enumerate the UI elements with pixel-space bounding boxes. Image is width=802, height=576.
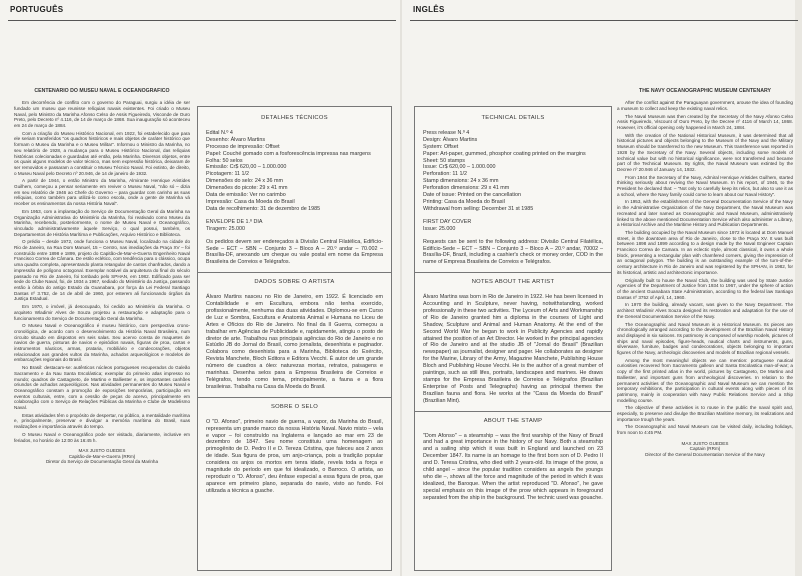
pt-fdc-run: Tiragem: 25.000 [206,225,246,232]
pt-tech-line: Processo de impressão: Offset [206,143,280,150]
pt-fdc-title: ENVELOPE DE 1.º DIA [206,218,263,225]
pt-stamp-text: O "D. Afonso", primeiro navio de guerra, a vapor, da Marinha do Brasil, representa um grande marco da nossa História Naval. Navio misto – vela e vapor – foi construído na Inglaterra e lançado ao mar em 23 de dezembro de 1847. Seu nome constituiu uma homenagem ao primogênito de D. Pedro II e D. Tereza Cristina, que faleceu aos 2 anos de idade. Sua figura de proa, um anjo-criança, pois a tradição popular considera os anjos os mortos em tenra idade, revela toda a força e magnitude do período em que foi idealizado, o Barroco. O artista, ao reproduzir o "D. Afonso", deu ênfase especial a essa figura de proa, que aparece em primeiro plano, separada do navio, visto ao fundo. Foi utilizada a técnica a guache. [206,418,383,494]
en-article-paragraph: The Naval Museum was then created by the Secretary of the Navy Afonso Celso Assis Figueiredo, Viscount of Ouro Preto, by the Decree nº 4116 of March 14, 1868. However, it's official opening only happened in March 24, 1884. [617,113,793,131]
signature-name: MAX JUSTO GUEDES [78,448,126,454]
en-article-title: THE NAVY OCEANOGRAPHIC MUSEUM CENTENARY [639,88,771,94]
en-article-paragraph: The objective of these activities is to rouse in the public the naval spirit and, especially, to preserve and divulge the Brazilian Maritime memory, its realizations and importance trough the years. [617,405,793,422]
signature-rank: Capitão-de-Mar-e-Guerra (RRm) [68,453,136,459]
signature-role: Diretor do Serviço de Documentação Geral da Marinha [45,459,159,465]
pt-tech-line: Folha: 50 selos [206,157,243,164]
header-rule-right [410,20,798,21]
en-article-paragraph: The Oceanographic and Naval Museum is a Historical Museum. Its pieces are chronologically arranged according to the development of the Brazilian Naval History and displayed in six saloons. Its patrimony is composed of warship models, pictures of ships and naval episodes, figure-heads, nautical charts and instruments, guns, silverware, furniture, badges and condecorations, objects belonging to important figures of the Navy, archeologic discoveries and models of Brazilian regional vessels. [617,321,793,356]
pt-stamp-title: SOBRE O SELO [270,403,319,410]
pt-article-title: CENTENÁRIO DO MUSEU NAVAL E OCEANOGRÁFICO [34,88,170,94]
en-article-paragraph: Originally built to house the Naval Club, the building was used by State Justice Agencies of the Department of Justice from 1934 to 1967, under the sphere of action of the ancient Guanabara State Administration, according to the federal law Santiago Dantas nº 3752 of April, 14, 1960. [617,277,793,300]
en-tech-line: Perforation dimensions: 29 x 41 mm [423,185,510,192]
en-article-paragraph: The Oceanographic and Naval Museum can be visited daily, including holidays, from noon to 4:45 PM. [617,424,793,436]
pt-article-paragraph: Estas atividades têm o propósito de despertar, no público, a mentalidade marítima e, principalmente, preservar e divulgar a memória marítima do Brasil, suas realizações e importância através do tempo. [14,412,190,430]
en-fdc-title: FIRST DAY COVER [423,218,472,225]
pt-tech-line: Emissão: Cr$ 620,00 – 1.000.000 [206,164,287,171]
pt-tech-line: Data de emissão: Ver no carimbo [206,192,286,199]
pt-article-paragraph: Com a criação do Museu Histórico Nacional, em 1922, foi estabelecido que para ele seriam transferidos "os quadros históricos e mais objetos de caráter histórico que formam o Museu da Marinha e o Museu Militar". Informou o Ministro da Marinha, no seu relatório de 1928, a mudança para o Museu Histórico Nacional, das relíquias históricas colecionadas e guardadas até então, pela Marinha. Diversos objetos, entre os quais alguns modelos de valor técnico, mas sem expressão histórica, deixaram de ser removidos e passaram a constituir o Museu Técnico Naval. Foi extinto, de direito, o Museu Naval pelo Decreto nº 20.946, de 14 de janeiro de 1932. [14,130,190,176]
en-artist-title: NOTES ABOUT THE ARTIST [471,279,555,286]
en-signature [617,441,793,458]
en-article-paragraph: In 1953, with the establishment of the General Documentation Service of the Navy in the Administrative Organization of the Navy Department, the Naval Museum was recreated and later named as Oceanographic and Naval Museum, administratively linked to the above mentioned Documentation Service which also administer a Library, a Historical Archive and the Maritime History and Publication Departments. [617,199,793,228]
en-request-text: Requests can be sent to the following address: Divisão Central Filatélica, Edifício-Sede – ECT – SBN – Conjunto 3 – Bloco A – 20.º andar, 70002 – Brasília-DF, Brazil, including a cashier's check or money order, COD in the name of Empresa Brasileira de Correios e Telégrafos. [423,238,603,266]
pt-tech-line: Desenho: Álvaro Martins [206,136,266,143]
pt-tech-line: Papel: Couché gomado com a fosforescência impressa nas margens [206,150,371,157]
en-technical-box [414,106,612,571]
divider [415,411,611,412]
pt-technical-box [197,106,392,571]
pt-tech-line: Dimensões do selo: 24 x 36 mm [206,178,284,185]
divider [198,397,391,398]
en-technical-lines [423,130,603,233]
pt-article-paragraph: A partir de 1944, o então Ministro da Marinha, Almirante Henrique Aristides Guilhem, começou a pensar seriamente em reviver o Museu Naval, "não só – dizia em seu relatório de 1946 ao Chefe do Governo – para guardar com carinho as suas relíquias, como também para utilizá-lo como escola, onde a gente de Marinha vá receber os ensinamentos da nossa História Naval". [14,178,190,207]
page-header [0,0,802,22]
pt-tech-line: Impressão: Casa da Moeda do Brasil [206,198,295,205]
en-article-paragraph: The building occupied by the Naval Museum since 1972 is located at Dom Manuel street, in the downtown area of Rio de Janeiro, close to the Praça XV. It was built between 1898 and 1899 according to a design made by the Naval Engineer Captain Francisco Correa de Camara. In an eclectic style, almost classical, it owns a whole block, presenting a rectangular plan with chamfered corners, giving the impression of an octagonal polygon. The building is an outstanding example of the turn-of-the-century architecture in Rio de Janeiro and was registered by the SPHAN, in 1982, for its historical, artistic and architectonic importance. [617,229,793,275]
en-tech-line: Perforation: 11 1/2 [423,171,467,178]
pt-article-paragraph: O Museu Naval e Oceanográfico é museu histórico, com perspectiva crono-cronológica, de acordo com o desenvolvimento da História Naval Brasileira, num circuito situado em dispostos em seis salas. Seu acervo consta de maquetes de navios de guerra, pinturas de navios e episódios navais, figuras de proa, cartas e instrumentos náuticos, armas, prataria, mobiliário e condecorações, objetos relacionados aos grandes vultos da Marinha, achados arqueológicos e modelos de embarcações regionais do Brasil. [14,323,190,363]
pt-article-paragraph: Em 1953, com a implantação do Serviço de Documentação Geral da Marinha na Organização Administrativa do Ministério da Marinha, foi reativado como Museu da Marinha, recebendo, posteriormente, o nome de Museu Naval e Oceanográfico, vinculado administrativamente àquele Serviço, o qual possui, também, os Departamentos de História Marítima e Publicações, Arquivo Histórico e Biblioteca. [14,208,190,237]
pt-technical-lines [206,130,383,233]
en-tech-line: Issue: Cr$ 620,00 – 1.000.000 [423,164,496,171]
divider [198,272,391,273]
pt-artist-text: Álvaro Martins nasceu no Rio de Janeiro, em 1922. É licenciado em Contabilidade e em Escultura, embora não tenha exercido, profissionalmente, nenhuma das duas atividades. Diplomou-se em Curso de Luz e Sombra, Escultura e Anatomia Animal e Humana no Liceu de Artes e Ofícios do Rio de Janeiro. No final da II Guerra, começou a trabalhar em Agências de Publicidade e, rapidamente, atingiu o posto de diretor de arte. Trabalhou nas principais agências do Rio de Janeiro e no Estúdio JB do Jornal do Brasil, como jornalista, desenhista e paginador. Colabora como desenhista para a Marinha, Biblioteca do Exército, Revista Manchete, Bloch Editora e Editora Vecchi. É autor de um grande número de cuadros a óleo: naturezas mortas, retratos, paisagens e marinhas. Desenha selos para a Empresa Brasileira de Correios e Telégrafos, tendo como tema, principalmente, a fauna e a flora brasileiras. Trabalha na Casa da Moeda do Brasil. [206,294,383,390]
en-tech-line: Design: Álvaro Martins [423,136,478,143]
en-tech-line: Printing: Casa da Moeda do Brasil [423,198,505,205]
page-fold [400,0,402,576]
en-technical-title: TECHNICAL DETAILS [481,115,545,121]
en-fdc-run: Issue: 25.000 [423,225,456,232]
en-article-paragraph: Among the most meaningful objects we can mention: portuguese nautical curiosities recovered from Sacramento galleon and Santa Escolastica man-of-war; a copy of the first printed atlas in the world, pictures by Castagneto, De Martino and Balliester, and important guns from archeological discoveries. In relation to the permanent activities of the Oceanographic and Naval Museum we can mention the temporary exhibitions, the participation in cultural events along with pieces of its patrimony, mainly in cooperation with Navy Public Relations Service and a Ship modelling course. [617,357,793,403]
pt-tech-line: Dimensões do picote: 29 x 41 mm [206,185,288,192]
pt-request-text: Os pedidos devem ser endereçados à Divisão Central Filatélica, Edifício-Sede – ECT – SBN – Conjunto 3 – Bloco A – 20.º andar – 70.002 – Brasília-DF, anexando um cheque ou vale postal em nome da Empresa Brasileira de Correios e Telégrafos. [206,238,383,266]
pt-article-paragraph: No Brasil: destacam-se: autênticos núcleos portugueses recuperados do Galeão Sacramento e da Nau Santa Escolástica; exemplar do primeiro atlas impresso no mundo; quadros de Castagneto, de Martino e Balliester e, os importantes canhões oriundos de achados arqueológicos. Nas atividades permanentes do Museu Naval e Oceanográfico constam a promoção de exposições temporárias, participação em eventos culturais, entre, com a cessão de peças do acervo, principalmente em colaboração com o Serviço de Relações Públicas da Marinha e Clube de Modelismo Naval. [14,365,190,411]
en-article-paragraph: With the creation of the National Historical Museum, it was determined that all historical pictures and objects belonging to the Museum of the Navy and the Military Museum should be transferred to the new Museum. This transference was reported in 1928 by the Secretary of the Navy. Several objects, including some models of technical value but with no historical significance, were not transferred and became part of the Technical Museum. By rights, the Naval Museum was extinted by the Decree nº 20.946 of January 14, 1932. [617,132,793,172]
en-article [617,88,793,570]
en-tech-line: Sheet: 50 stamps [423,157,465,164]
en-tech-line: Withdrawal from selling: December 31 st 1985 [423,205,534,212]
en-artist-text: Álvaro Martins was born in Rio de Janeiro in 1922. He has been licensed in Accounting and in Sculpture, never having, notwithstanding, worked professionally in these two activities. The Lyceum of Arts and Workmanship of Rio de Janeiro granted him a diploma in the courses of Light and Shadow, Sculpture and Animal and Human Anatomy. At the end of the Second World War he began to work in Publicity Agencies and rapidly attained the position of an Art Director. He worked in the principal agencies of Rio de Janeiro and at the studio JB of "Jornal do Brasil" (Brazilian newspaper) as journalist, designer and pager. He collaborates as designer for the Marine, Library of the Army, Magazine Manchete, Publishing House Bloch and Publishing House Vecchi. He is the author of a great number of paintings, such as still lifes, portraits, landscapes and marines. He draws stamps for the Empresa Brasileira de Correios e Telégrafos (Brazilian Enterprise of Posts and Telegraphs) having as principal themes the Brazilian fauna and flora. He works at the "Casa da Moeda do Brasil" (Brazilian Mint). [423,294,603,404]
en-tech-line: Paper: Art-paper, gummed, phosphor coating printed on the margins [423,150,586,157]
en-tech-line: Date of issue: Printed on the cancellation [423,192,521,199]
en-tech-line: System: Offset [423,143,459,150]
en-article-paragraph: From 1944 the Secretary of the Navy, Admiral Henrique Aristides Guilhem, started thinking seriously about reviving the Naval Museum. In his report, of 1946, to the President he declared that: – "Not only to carefully keep its relics, but also to use it as a school, where the Navy family could come to learn about our Naval History". [617,174,793,197]
divider [415,272,611,273]
pt-artist-title: DADOS SOBRE O ARTISTA [254,279,335,286]
pt-signature [14,448,190,465]
header-rule-left [8,20,396,21]
page-edge [795,0,802,576]
signature-role: Director of the General Documentation Service of the Navy [645,452,765,458]
pt-article-paragraph: O Museu Naval e Oceanográfico pode ser visitado, diariamente, inclusive em feriados, no horário de 12:00 às 16:45 h. [14,431,190,443]
en-tech-line: Stamp dimensions: 24 x 36 mm [423,178,499,185]
pt-tech-line: Data de recolhimento: 31 de dezembro de 1985 [206,205,321,212]
pt-technical-title: DETALHES TÉCNICOS [261,115,328,121]
en-stamp-text: "Dom Afonso" – a steamship – was the first warship of the Navy of Brazil and had a great importance in the history of our Navy. Both a steamship and a sailing ship which it was built in England and launched on 23 December 1847. Its name is an homage to the first born son of D. Pedro II and D. Teresa Cristina, who died with 2 years-old. Its image of the prow, a child angel – since the popular tradition considers as angels the youngs who die –, shows all the force and magnitude of the period in which it was idealized, the Baroque. When the artist reproduced "D. Afonso", he gave special emphasis on this image of the prow which appears in foreground separated from the ship in the background. The technic used was gouache. [423,432,603,501]
language-label-portuguese: PORTUGUÊS [10,5,64,14]
language-label-english: INGLÊS [413,5,445,14]
pt-article-paragraph: Em decorrência de conflito com o governo do Paraguai, surgiu a idéia de ser fundado um museu que reunisse relíquias navais existentes. Foi criado o Museu Naval, pelo Ministro da Marinha Afonso Celso de Assis Figueiredo, Visconde de Ouro Preto, pelo Decreto nº 4.116, de 14 de março de 1868. Sua inauguração só aconteceu em 24 de março de 1884. [14,100,190,129]
en-tech-line: Press release N.º 4 [423,129,470,136]
pt-tech-line: Edital N.º 4 [206,129,233,136]
en-article-paragraph: In 1970 the building, already vacant, was given to the Navy Department. The architect Wladimir Alves Souza designed its restoration and adaptation for the use of the General Documentation Service of the Navy. [617,302,793,319]
signature-rank: Captain (RRm) [689,446,721,452]
en-article-paragraph: After the conflict against the Paraguayan government, arouse the idea of founding a museum to collect and keep the existing naval relics. [617,100,793,111]
pt-article-paragraph: Em 1970, o imóvel, já desocupado, foi cedido ao Ministério da Marinha. O arquiteto Wladimir Alves de Souza projetou a restauração e adaptação para o funcionamento do Serviço de Documentação Geral da Marinha. [14,304,190,321]
pt-article [14,88,190,570]
en-stamp-title: ABOUT THE STAMP [483,417,543,424]
pt-tech-line: Picotagem: 11 1/2 [206,171,250,178]
pt-article-paragraph: O prédio – desde 1972, onde funciona o Museu Naval, localizado na cidade do Rio de Janeiro, na Rua Dom Manuel, 15 – Centro, nas imediações da Praça XV – foi construído entre 1898 e 1899, projeto do Capitão-de-Mar-e-Guerra Engenheiro Naval Francisco Correa de Câmara. De estilo eclético, com tendência para o clássico, ocupa uma quadra completa, apresentando planta retangular de cantos chanfrados, dando a impressão de polígono octogonal. Exemplar notável da arquitetura do final do século passado no Rio de Janeiro, foi tombado pelo SPHAN, em 1982. Edificado para ser sede do Clube Naval, foi, de 1934 a 1967, sediado do Ministério da Justiça, passando então à órbita do antigo Estado da Guanabara, por força da Lei Federal Santiago Dantas nº 3.752, de 14 de abril de 1960, por esterem ali funcionando órgãos da Justiça Estadual. [14,239,190,302]
signature-name: MAX JUSTO GUEDES [681,440,729,446]
